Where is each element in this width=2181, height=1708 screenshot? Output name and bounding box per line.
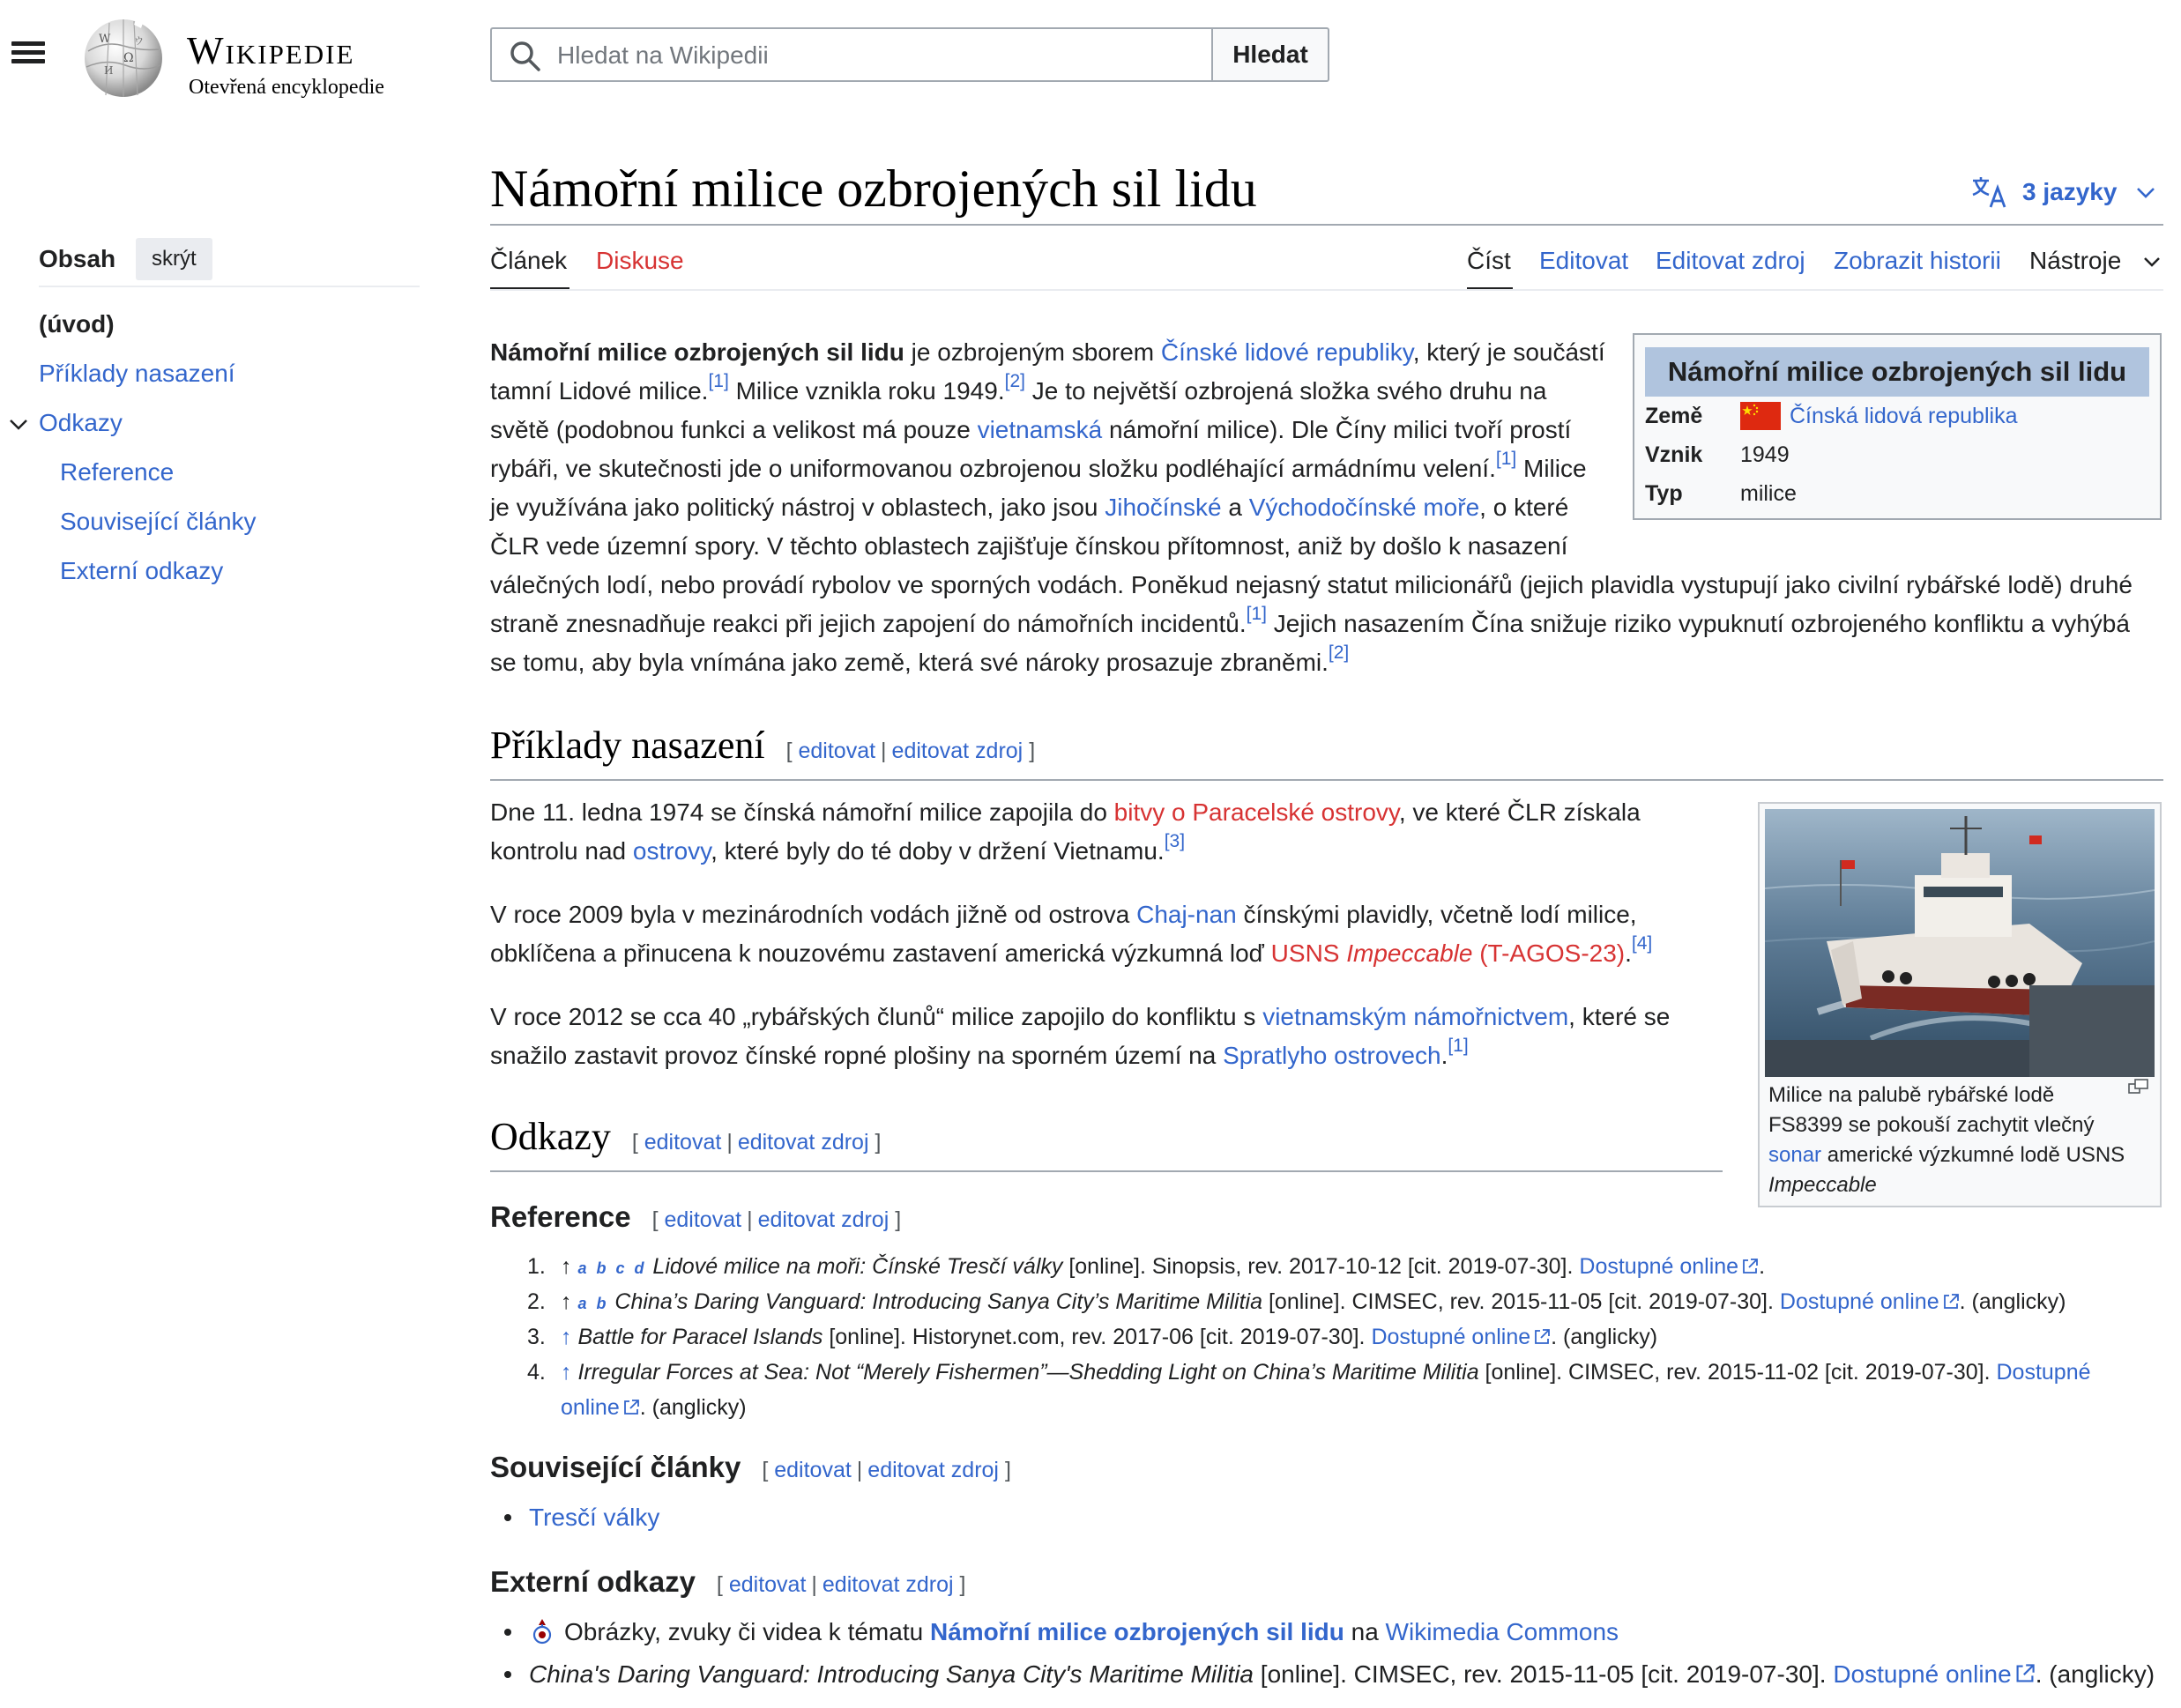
link-vietnamske-namornictvo[interactable]: vietnamským námořnictvem [1262,1003,1569,1030]
back-arrow[interactable]: ↑ [561,1360,572,1385]
section-heading-priklady [490,723,1035,768]
separator: | [856,1458,863,1482]
text: [online]. CIMSEC, rev. 2015-11-02 [cit. 2019-07-30]. [1478,1360,1997,1385]
section-divider [490,1170,1723,1172]
section-title: Odkazy [490,1115,611,1158]
bracket: [ [631,1130,638,1155]
edit-source-section-link[interactable]: editovat zdroj [822,1572,954,1597]
text: [online]. Historynet.com, rev. 2017-06 [cit. 2019-07-30]. [823,1325,1372,1349]
text: rybáři, ve skutečnosti jde o uniformovanou ozbrojenou složku podléhající armádnímu velení. [490,455,1496,482]
infobox-value: 1949 [1740,442,1790,467]
caption-line: Milice na palubě rybářské lodě [1768,1083,2055,1107]
text: kontrolu nad [490,837,633,865]
reference-number: 1. [527,1254,546,1279]
caption-line [1768,1140,2148,1170]
bracket: ] [895,1207,902,1232]
text: . [1440,1042,1448,1069]
search-box [490,27,1211,82]
link-text: (T-AGOS-23) [1472,939,1626,967]
citation-link[interactable]: [1] [1448,1036,1469,1056]
citation-link[interactable]: [1] [708,371,729,391]
logo-wordmark: Wikipedie [187,29,355,72]
bracket: [ [785,739,793,763]
toc-item-intro[interactable]: (úvod) [39,310,115,338]
edit-source-section-link[interactable]: editovat zdroj [891,739,1024,763]
bracket: ] [875,1130,882,1155]
text-line [490,895,1637,934]
link-commons-category[interactable]: Námořní milice ozbrojených sil lidu [929,1618,1344,1645]
tab-editovat-zdroj[interactable]: Editovat zdroj [1656,247,1805,274]
bracket: [ [651,1207,659,1232]
text: . (anglicky) [1551,1325,1658,1349]
tab-cist[interactable]: Číst [1467,247,1511,274]
text: je využívána jako politický nástroj v oblastech, jako jsou [490,494,1105,521]
section-heading-odkazy [490,1114,881,1159]
wikipedia-globe-icon [79,16,167,100]
search-input[interactable] [555,34,1194,77]
subsection-heading-externi [490,1565,966,1599]
citation-link[interactable]: [4] [1631,933,1653,954]
reference-body [561,1285,2066,1320]
edit-section-link[interactable]: editovat [798,739,876,763]
reference-title: Lidové milice na moři: Čínské Tresčí války [652,1254,1063,1279]
link-vychodocinske-more[interactable]: Východočínské moře [1248,494,1480,521]
edit-section-links [762,1458,1011,1482]
external-link-icon [2014,1663,2036,1684]
text: tamní Lidové milice. [490,377,709,405]
link-text: USNS [1270,939,1347,967]
back-arrow: ↑ [561,1254,572,1279]
toc-hide-button[interactable]: skrýt [136,238,212,280]
chevron-down-icon[interactable] [7,412,30,435]
list-item [529,1498,659,1537]
link-tresci-valky[interactable]: Tresčí války [529,1504,660,1531]
text: [online]. CIMSEC, rev. 2015-11-05 [cit. 2019-07-30]. [1254,1660,1834,1688]
infobox-label: Vznik [1645,442,1703,467]
hamburger-icon-bar [11,59,45,63]
reference-item-continuation [561,1391,747,1424]
text-line [490,411,1571,449]
citation-link[interactable]: [2] [1328,642,1350,663]
text: Je to největší ozbrojená složka svého druhu na [1024,377,1547,405]
logo-tagline: Otevřená encyklopedie [189,76,384,99]
tab-nastroje[interactable]: Nástroje [2029,247,2122,274]
separator: | [726,1130,733,1155]
external-link[interactable]: Dostupné [1996,1360,2091,1385]
bracket: [ [716,1572,723,1597]
bracket: ] [1004,1458,1011,1482]
search-icon [510,41,541,72]
text-line [490,643,1349,682]
external-link[interactable]: Dostupné online [1833,1660,2012,1688]
text: se tomu, aby byla vnímána jako země, která své nároky prosazuje zbraněmi. [490,649,1329,676]
text: Milice vznikla roku 1949. [728,377,1005,405]
ship-photo[interactable] [1765,809,2155,1077]
article-subject: Námořní milice ozbrojených sil lidu [490,338,904,366]
text: obklíčena a přinucena k nouzovému zastavení americká výzkumná loď [490,939,1271,967]
svg-text:И: И [104,64,114,77]
link-vietnamska[interactable]: vietnamská [977,416,1103,443]
subsection-title: Související články [490,1451,741,1483]
infobox-label: Země [1645,404,1703,428]
text: straně znesnadňuje reakci při jejich zapojení do námořních incidentů. [490,610,1247,637]
text: . (anglicky) [2035,1660,2155,1688]
bullet [504,1629,511,1636]
reference-title: Irregular Forces at Sea: Not “Merely Fishermen”—Shedding Light on China’s Maritime Militia [577,1360,1479,1385]
section-divider [490,779,2163,781]
toc-header [39,236,420,287]
link-usns-impeccable[interactable] [1271,939,1625,967]
edit-section-link[interactable]: editovat [664,1207,742,1232]
list-item [529,1613,1619,1652]
title-divider [490,224,2163,226]
external-link[interactable]: Dostupné online [1371,1325,1531,1349]
edit-section-links [786,739,1036,763]
external-link-icon [1533,1328,1551,1346]
subsection-heading-souvisejici [490,1451,1011,1484]
text: V roce 2012 se cca 40 „rybářských člunů“ milice zapojilo do konfliktu s [490,1003,1263,1030]
text: Jejich nasazením Čína snižuje riziko vypuknutí ozbrojeného konfliktu a vyhýbá [1266,610,2130,637]
infobox-title: Námořní milice ozbrojených sil lidu [1645,347,2149,397]
subsection-heading-reference [490,1200,901,1234]
backlinks[interactable]: a b [577,1295,609,1312]
text: , které byly do té doby v držení Vietnamu. [711,837,1165,865]
table-of-contents [39,236,420,584]
text: . [1759,1254,1766,1279]
search-button[interactable]: Hledat [1211,27,1329,82]
site-header [0,0,2181,115]
link-jihocinske[interactable]: Jihočínské [1105,494,1222,521]
image-thumbnail [1758,802,2162,1207]
text: , ve které ČLR získala [1398,798,1641,826]
text: Dne 11. ledna 1974 se čínská námořní milice zapojila do [490,798,1114,826]
external-link[interactable]: Dostupné online [1779,1289,1939,1314]
text: americké výzkumné lodě USNS [1821,1143,2125,1167]
section-title: Příklady nasazení [490,724,765,767]
edit-source-section-link[interactable]: editovat zdroj [757,1207,890,1232]
external-link[interactable]: Dostupné online [1579,1254,1739,1279]
language-count: 3 jazyky [2022,178,2118,205]
external-link-icon [622,1399,640,1416]
infobox-value: milice [1740,481,1797,506]
text: světě (podobnou funkci a velikost má pouze [490,416,978,443]
bracket: [ [762,1458,769,1482]
text: je ozbrojeným sborem [904,338,1161,366]
text: V roce 2009 byla v mezinárodních vodách jižně od ostrova [490,901,1137,928]
link-text: Impeccable [1346,939,1473,967]
edit-section-link[interactable]: editovat [644,1130,722,1155]
text: . (anglicky) [639,1395,747,1420]
toc-item-odkazy[interactable]: Odkazy [39,409,123,436]
toc-item-priklady[interactable]: Příklady nasazení [39,360,235,387]
text: . (anglicky) [1959,1289,2066,1314]
edit-section-link[interactable]: editovat [774,1458,852,1482]
text: čínskými plavidly, včetně lodí milice, [1236,901,1637,928]
link-cinska-lidova-republika[interactable]: Čínské lidové republiky [1160,338,1413,366]
reference-title: Battle for Paracel Islands [577,1325,823,1349]
text-line: ČLR vede územní spory. V těchto oblastech zajišťuje čínskou přítomnost, aniž by došlo k nasazení [490,532,1568,560]
svg-text:ウ: ウ [134,35,144,47]
svg-text:Ω: Ω [123,51,134,65]
text-line [490,832,1185,871]
text-line [490,333,1605,372]
wikipedia-logo[interactable] [79,16,414,100]
citation-link[interactable]: [2] [1004,371,1025,391]
text: Milice [1516,455,1587,482]
hamburger-icon-bar [11,50,45,55]
citation-link[interactable]: [3] [1164,831,1186,851]
text-line [490,488,1568,527]
bullet [504,1514,511,1521]
citation-link[interactable]: [1] [1495,449,1517,469]
toc-item-souvisejici[interactable]: Související články [60,508,257,535]
text-line [490,998,1670,1036]
link-wikimedia-commons[interactable]: Wikimedia Commons [1385,1618,1619,1645]
chevron-down-icon [2133,179,2159,205]
reference-number: 3. [527,1325,546,1349]
china-flag-icon [1740,402,1781,430]
tabs-divider [490,289,2163,291]
backlinks[interactable]: a b c d [577,1259,647,1277]
text: snažilo zastavit provoz čínské ropné plošiny na sporném území na [490,1042,1224,1069]
edit-section-links [632,1130,882,1155]
caption-line [1768,1170,2148,1200]
hamburger-icon [11,41,45,46]
commons-logo-icon [529,1617,555,1647]
separator: | [747,1207,753,1232]
link-spratlyho-ostrovy[interactable]: Spratlyho ostrovech [1223,1042,1441,1069]
text: Impeccable [1768,1173,1877,1197]
text-line [490,793,1641,832]
reference-body [561,1355,2091,1389]
text: , který je součástí [1412,338,1605,366]
text: [online]. CIMSEC, rev. 2015-11-05 [cit. 2019-07-30]. [1262,1289,1780,1314]
toc-item-reference[interactable]: Reference [60,458,175,486]
external-link[interactable]: online [561,1395,620,1420]
separator: | [811,1572,817,1597]
reference-body [561,1250,1765,1285]
reference-body [561,1320,1657,1354]
page-title: Námořní milice ozbrojených sil lidu [490,160,1257,218]
text-line [490,372,1546,411]
tab-zobrazit-historii[interactable]: Zobrazit historii [1834,247,2001,274]
infobox-country-link[interactable]: Čínská lidová republika [1790,404,2018,428]
main-menu-button[interactable] [9,37,48,72]
reference-title: China's Daring Vanguard: Introducing Sanya City's Maritime Militia [529,1660,1254,1688]
language-button[interactable] [1971,173,2159,212]
toc-item-externi[interactable]: Externí odkazy [60,557,224,584]
caption-line: FS8399 se pokouší zachytit vlečný [1768,1113,2095,1137]
citation-link[interactable]: [1] [1246,604,1267,624]
reference-title: China’s Daring Vanguard: Introducing Sanya City’s Maritime Militia [614,1289,1263,1314]
toc-title: Obsah [39,245,116,272]
bracket: ] [1029,739,1036,763]
tab-clanek[interactable]: Článek [490,247,568,274]
svg-text:W: W [99,33,111,46]
external-link-icon [1741,1258,1759,1275]
edit-section-link[interactable]: editovat [728,1572,807,1597]
tab-editovat[interactable]: Editovat [1539,247,1629,274]
reference-number: 4. [527,1360,546,1385]
text-line [490,1036,1469,1075]
text: a [1221,494,1249,521]
back-arrow[interactable]: ↑ [561,1325,572,1349]
link-ostrovy[interactable]: ostrovy [632,837,711,865]
chevron-down-icon[interactable] [2140,250,2163,273]
text: . [1625,939,1632,967]
translate-icon [1971,175,2008,209]
infobox [1633,333,2162,520]
text: Obrázky, zvuky či videa k tématu [564,1618,930,1645]
text: na [1344,1618,1386,1645]
edit-section-links [717,1572,966,1597]
reference-number: 2. [527,1289,546,1314]
link-sonar[interactable]: sonar [1768,1143,1822,1167]
infobox-label: Typ [1645,481,1683,506]
edit-source-section-link[interactable]: editovat zdroj [867,1458,999,1482]
list-item [529,1655,2155,1694]
text: námořní milice). Dle Číny milici tvoří prostí [1102,416,1572,443]
text-line [490,449,1587,488]
text: , o které [1479,494,1569,521]
link-bitva-paracelske-ostrovy[interactable]: bitvy o Paracelské ostrovy [1113,798,1399,826]
back-arrow: ↑ [561,1289,572,1314]
tab-diskuse[interactable]: Diskuse [596,247,684,274]
text: , které se [1568,1003,1671,1030]
subsection-title: Externí odkazy [490,1565,696,1598]
separator: | [881,739,887,763]
text-line: válečných lodí, nebo provádí rybolov ve sporných vodách. Poněkud nejasný statut milicionářů (jejich plavidla vystupují jako civilní rybářské lodě) druhé [490,571,2133,598]
bullet [504,1671,511,1678]
external-link-icon [1942,1293,1960,1311]
subsection-title: Reference [490,1200,631,1233]
edit-source-section-link[interactable]: editovat zdroj [737,1130,869,1155]
text: [online]. Sinopsis, rev. 2017-10-12 [cit. 2019-07-30]. [1062,1254,1580,1279]
bracket: ] [959,1572,966,1597]
edit-section-links [652,1207,902,1232]
text-line [490,934,1652,973]
link-chaj-nan[interactable]: Chaj-nan [1136,901,1237,928]
text-line [490,605,2130,643]
image-caption [1768,1080,2148,1200]
